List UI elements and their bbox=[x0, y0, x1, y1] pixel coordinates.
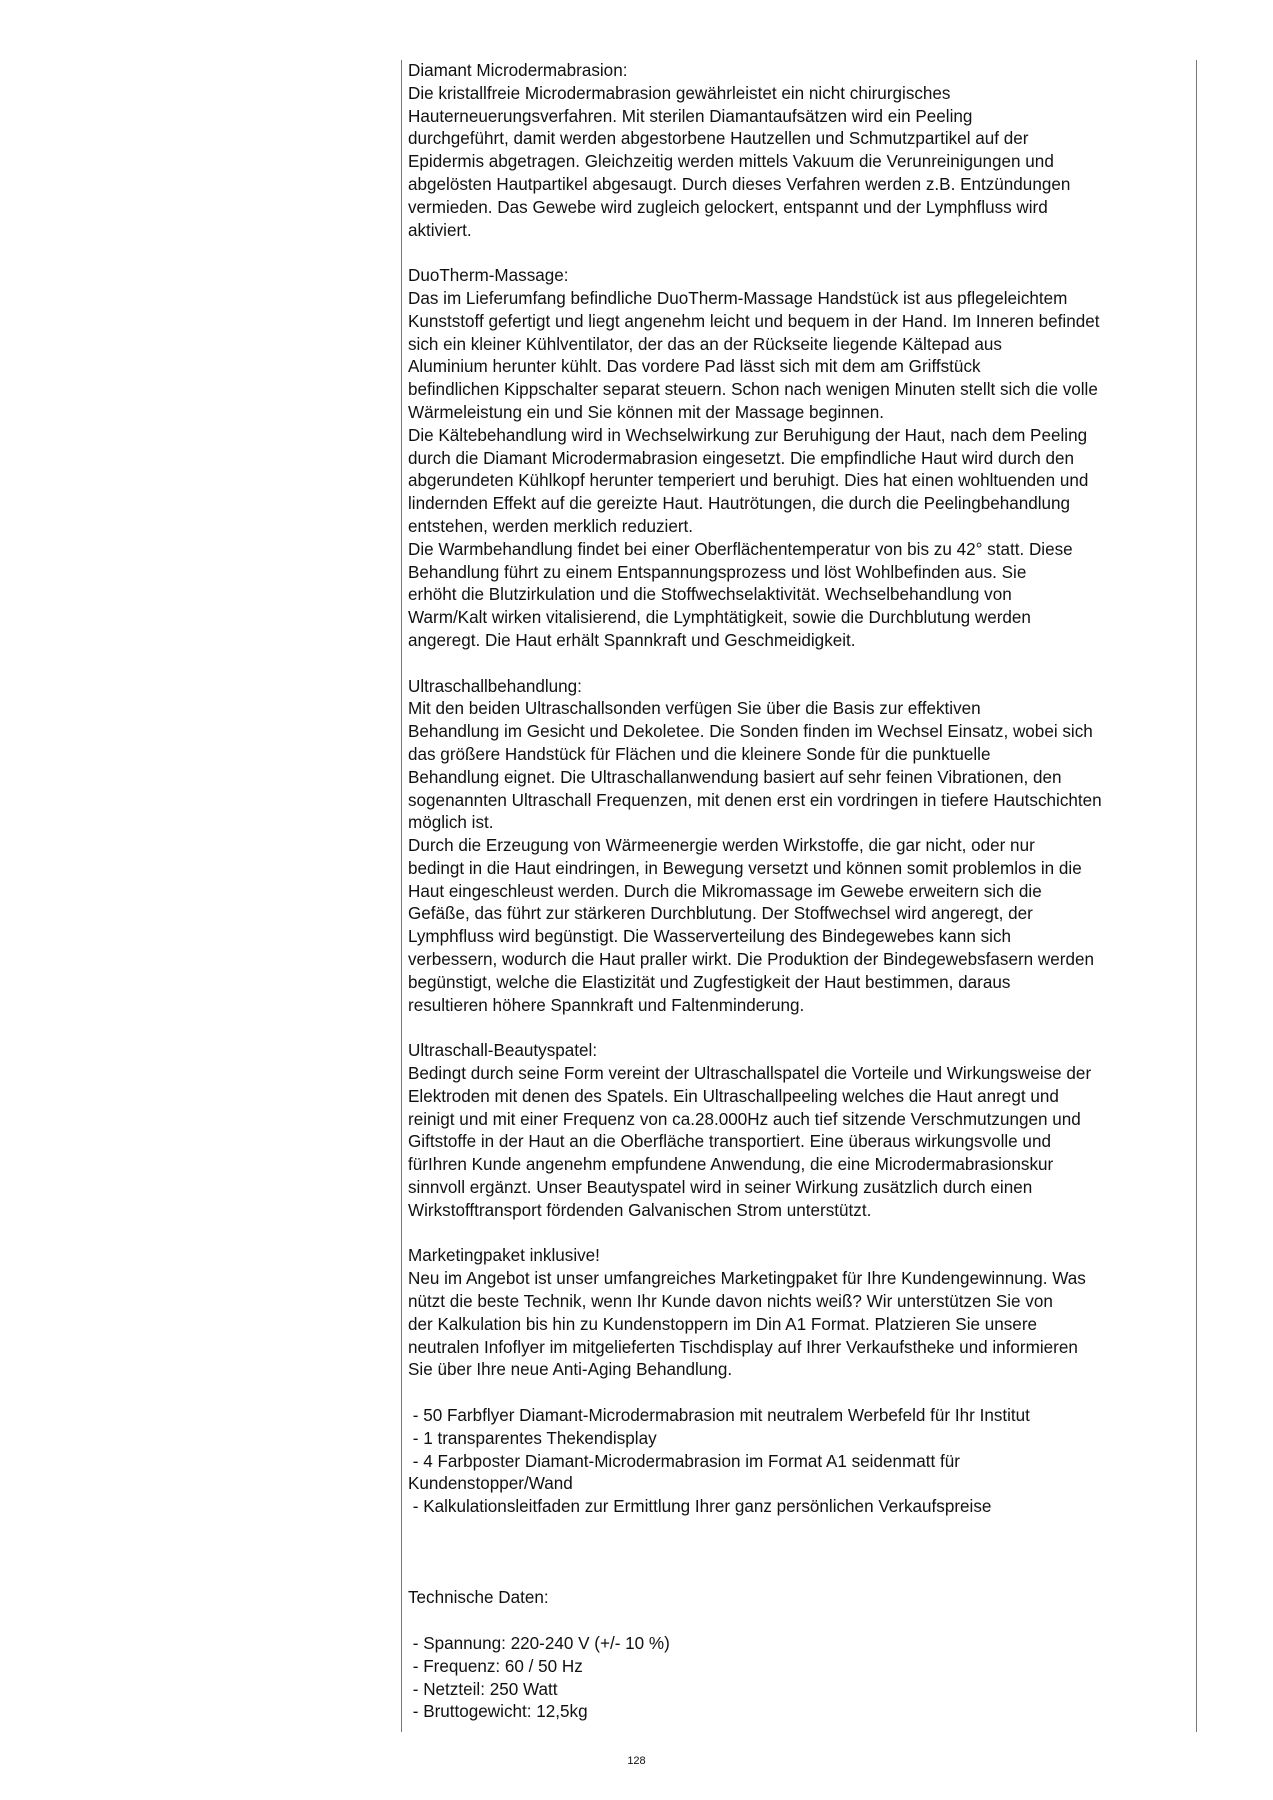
document-body bbox=[408, 60, 1194, 1724]
text-line: Die Warmbehandlung findet bei einer Oberflächentemperatur von bis zu 42° statt. Diese bbox=[408, 539, 1073, 559]
text-line: Giftstoffe in der Haut an die Oberfläche transportiert. Eine überaus wirkungsvolle und bbox=[408, 1132, 1051, 1152]
text-line: durch die Diamant Microdermabrasion eingesetzt. Die empfindliche Haut wird durch den bbox=[408, 448, 1075, 468]
text-line: Das im Lieferumfang befindliche DuoTherm-Massage Handstück ist aus pflegeleichtem bbox=[408, 288, 1068, 308]
list-item: - 50 Farbflyer Diamant-Microdermabrasion mit neutralem Werbefeld für Ihr Institut bbox=[408, 1406, 1030, 1426]
text-line: Wärmeleistung ein und Sie können mit der Massage beginnen. bbox=[408, 402, 885, 422]
text-line: bedingt in die Haut eindringen, in Bewegung versetzt und können somit problemlos in die bbox=[408, 858, 1082, 878]
text-line: befindlichen Kippschalter separat steuern. Schon nach wenigen Minuten stellt sich die volle bbox=[408, 380, 1098, 400]
spec-item: - Netzteil: 250 Watt bbox=[408, 1679, 558, 1699]
paragraph-gap bbox=[408, 653, 1194, 676]
paragraph-gap bbox=[408, 1519, 1194, 1587]
text-line: sogenannten Ultraschall Frequenzen, mit denen erst ein vordringen in tiefere Hautschichten bbox=[408, 790, 1102, 810]
section-technische-daten bbox=[408, 1587, 1194, 1724]
section-marketing bbox=[408, 1245, 1194, 1519]
text-line: lindernden Effekt auf die gereizte Haut. Hautrötungen, die durch die Peelingbehandlung bbox=[408, 494, 1071, 514]
section-heading: Diamant Microdermabrasion: bbox=[408, 61, 628, 80]
text-line: Aluminium herunter kühlt. Das vordere Pad lässt sich mit dem am Griffstück bbox=[408, 357, 981, 377]
text-line: Bedingt durch seine Form vereint der Ultraschallspatel die Vorteile und Wirkungsweise der bbox=[408, 1064, 1092, 1084]
text-line: Sie über Ihre neue Anti-Aging Behandlung. bbox=[408, 1360, 733, 1380]
text-line: Durch die Erzeugung von Wärmeenergie werden Wirkstoffe, die gar nicht, oder nur bbox=[408, 836, 1035, 856]
text-line: erhöht die Blutzirkulation und die Stoffwechselaktivität. Wechselbehandlung von bbox=[408, 585, 1012, 605]
section-duotherm bbox=[408, 265, 1194, 653]
section-heading: DuoTherm-Massage: bbox=[408, 266, 569, 286]
text-line: aktiviert. bbox=[408, 220, 472, 240]
text-line: abgelösten Hautpartikel abgesaugt. Durch dieses Verfahren werden z.B. Entzündungen bbox=[408, 174, 1071, 194]
spec-item: - Bruttogewicht: 12,5kg bbox=[408, 1702, 588, 1722]
text-line: Behandlung eignet. Die Ultraschallanwendung basiert auf sehr feinen Vibrationen, den bbox=[408, 767, 1062, 787]
section-heading: Ultraschall-Beautyspatel: bbox=[408, 1041, 598, 1061]
text-line: vermieden. Das Gewebe wird zugleich gelockert, entspannt und der Lymphfluss wird bbox=[408, 197, 1048, 217]
section-beautyspatel bbox=[408, 1040, 1194, 1222]
text-line: Hauterneuerungsverfahren. Mit sterilen Diamantaufsätzen wird ein Peeling bbox=[408, 106, 973, 126]
spec-item: - Frequenz: 60 / 50 Hz bbox=[408, 1656, 583, 1676]
text-line: Elektroden mit denen des Spatels. Ein Ultraschallpeeling welches die Haut anregt und bbox=[408, 1086, 1059, 1106]
text-line: der Kalkulation bis hin zu Kundenstoppern im Din A1 Format. Platzieren Sie unsere bbox=[408, 1314, 1038, 1334]
text-line: Haut eingeschleust werden. Durch die Mikromassage im Gewebe erweitern sich die bbox=[408, 881, 1042, 901]
text-line: möglich ist. bbox=[408, 813, 494, 833]
section-heading: Technische Daten: bbox=[408, 1588, 549, 1608]
paragraph-gap bbox=[408, 1382, 1194, 1405]
text-line: angeregt. Die Haut erhält Spannkraft und Geschmeidigkeit. bbox=[408, 630, 856, 650]
list-item: - Kalkulationsleitfaden zur Ermittlung Ihrer ganz persönlichen Verkaufspreise bbox=[408, 1497, 992, 1517]
text-line: neutralen Infoflyer im mitgelieferten Tischdisplay auf Ihrer Verkaufstheke und informieren bbox=[408, 1337, 1078, 1357]
list-item: - 1 transparentes Thekendisplay bbox=[408, 1428, 657, 1448]
text-line: Die Kältebehandlung wird in Wechselwirkung zur Beruhigung der Haut, nach dem Peeling bbox=[408, 425, 1088, 445]
text-line: Neu im Angebot ist unser umfangreiches Marketingpaket für Ihre Kundengewinnung. Was bbox=[408, 1269, 1086, 1289]
text-line: Die kristallfreie Microdermabrasion gewährleistet ein nicht chirurgisches bbox=[408, 83, 951, 103]
section-heading: Marketingpaket inklusive! bbox=[408, 1246, 600, 1266]
text-line: sich ein kleiner Kühlventilator, der das an der Rückseite liegende Kältepad aus bbox=[408, 334, 1002, 354]
paragraph-gap bbox=[408, 1017, 1194, 1040]
spec-item: - Spannung: 220-240 V (+/- 10 %) bbox=[408, 1633, 670, 1653]
text-line: Mit den beiden Ultraschallsonden verfügen Sie über die Basis zur effektiven bbox=[408, 699, 981, 719]
list-item: Kundenstopper/Wand bbox=[408, 1474, 573, 1494]
text-line: Kunststoff gefertigt und liegt angenehm leicht und bequem in der Hand. Im Inneren befindet bbox=[408, 311, 1100, 331]
text-line: Behandlung führt zu einem Entspannungsprozess und löst Wohlbefinden aus. Sie bbox=[408, 562, 1027, 582]
paragraph-gap bbox=[408, 242, 1194, 265]
text-line: Lymphfluss wird begünstigt. Die Wasserverteilung des Bindegewebes kann sich bbox=[408, 927, 1012, 947]
list-item: - 4 Farbposter Diamant-Microdermabrasion im Format A1 seidenmatt für bbox=[408, 1451, 960, 1471]
text-line: begünstigt, welche die Elastizität und Zugfestigkeit der Haut bestimmen, daraus bbox=[408, 972, 1011, 992]
paragraph-gap bbox=[408, 1223, 1194, 1246]
section-microdermabrasion bbox=[408, 60, 1194, 242]
text-line: entstehen, werden merklich reduziert. bbox=[408, 516, 694, 536]
text-line: Gefäße, das führt zur stärkeren Durchblutung. Der Stoffwechsel wird angeregt, der bbox=[408, 904, 1033, 924]
section-heading: Ultraschallbehandlung: bbox=[408, 676, 582, 696]
text-line: sinnvoll ergänzt. Unser Beautyspatel wird in seiner Wirkung zusätzlich durch einen bbox=[408, 1178, 1033, 1198]
text-line: Behandlung im Gesicht und Dekoletee. Die Sonden finden im Wechsel Einsatz, wobei sich bbox=[408, 722, 1093, 742]
text-line: abgerundeten Kühlkopf herunter temperiert und beruhigt. Dies hat einen wohltuenden und bbox=[408, 471, 1089, 491]
text-line: nützt die beste Technik, wenn Ihr Kunde davon nichts weiß? Wir unterstützen Sie von bbox=[408, 1292, 1053, 1312]
paragraph-gap bbox=[408, 1610, 1194, 1633]
text-line: reinigt und mit einer Frequenz von ca.28.000Hz auch tief sitzende Verschmutzungen und bbox=[408, 1109, 1081, 1129]
text-line: Wirkstofftransport fördenden Galvanischen Strom unterstützt. bbox=[408, 1200, 872, 1220]
text-line: das größere Handstück für Flächen und die kleinere Sonde für die punktuelle bbox=[408, 744, 991, 764]
text-line: resultieren höhere Spannkraft und Faltenminderung. bbox=[408, 995, 805, 1015]
section-ultraschall bbox=[408, 676, 1194, 1018]
text-line: durchgeführt, damit werden abgestorbene Hautzellen und Schmutzpartikel auf der bbox=[408, 129, 1029, 149]
text-line: Epidermis abgetragen. Gleichzeitig werden mittels Vakuum die Verunreinigungen und bbox=[408, 152, 1054, 172]
text-line: Warm/Kalt wirken vitalisierend, die Lymphtätigkeit, sowie die Durchblutung werden bbox=[408, 608, 1031, 628]
page-number: 128 bbox=[627, 1755, 646, 1767]
text-line: fürIhren Kunde angenehm empfundene Anwendung, die eine Microdermabrasionskur bbox=[408, 1155, 1054, 1175]
text-line: verbessern, wodurch die Haut praller wirkt. Die Produktion der Bindegewebsfasern werden bbox=[408, 950, 1094, 970]
